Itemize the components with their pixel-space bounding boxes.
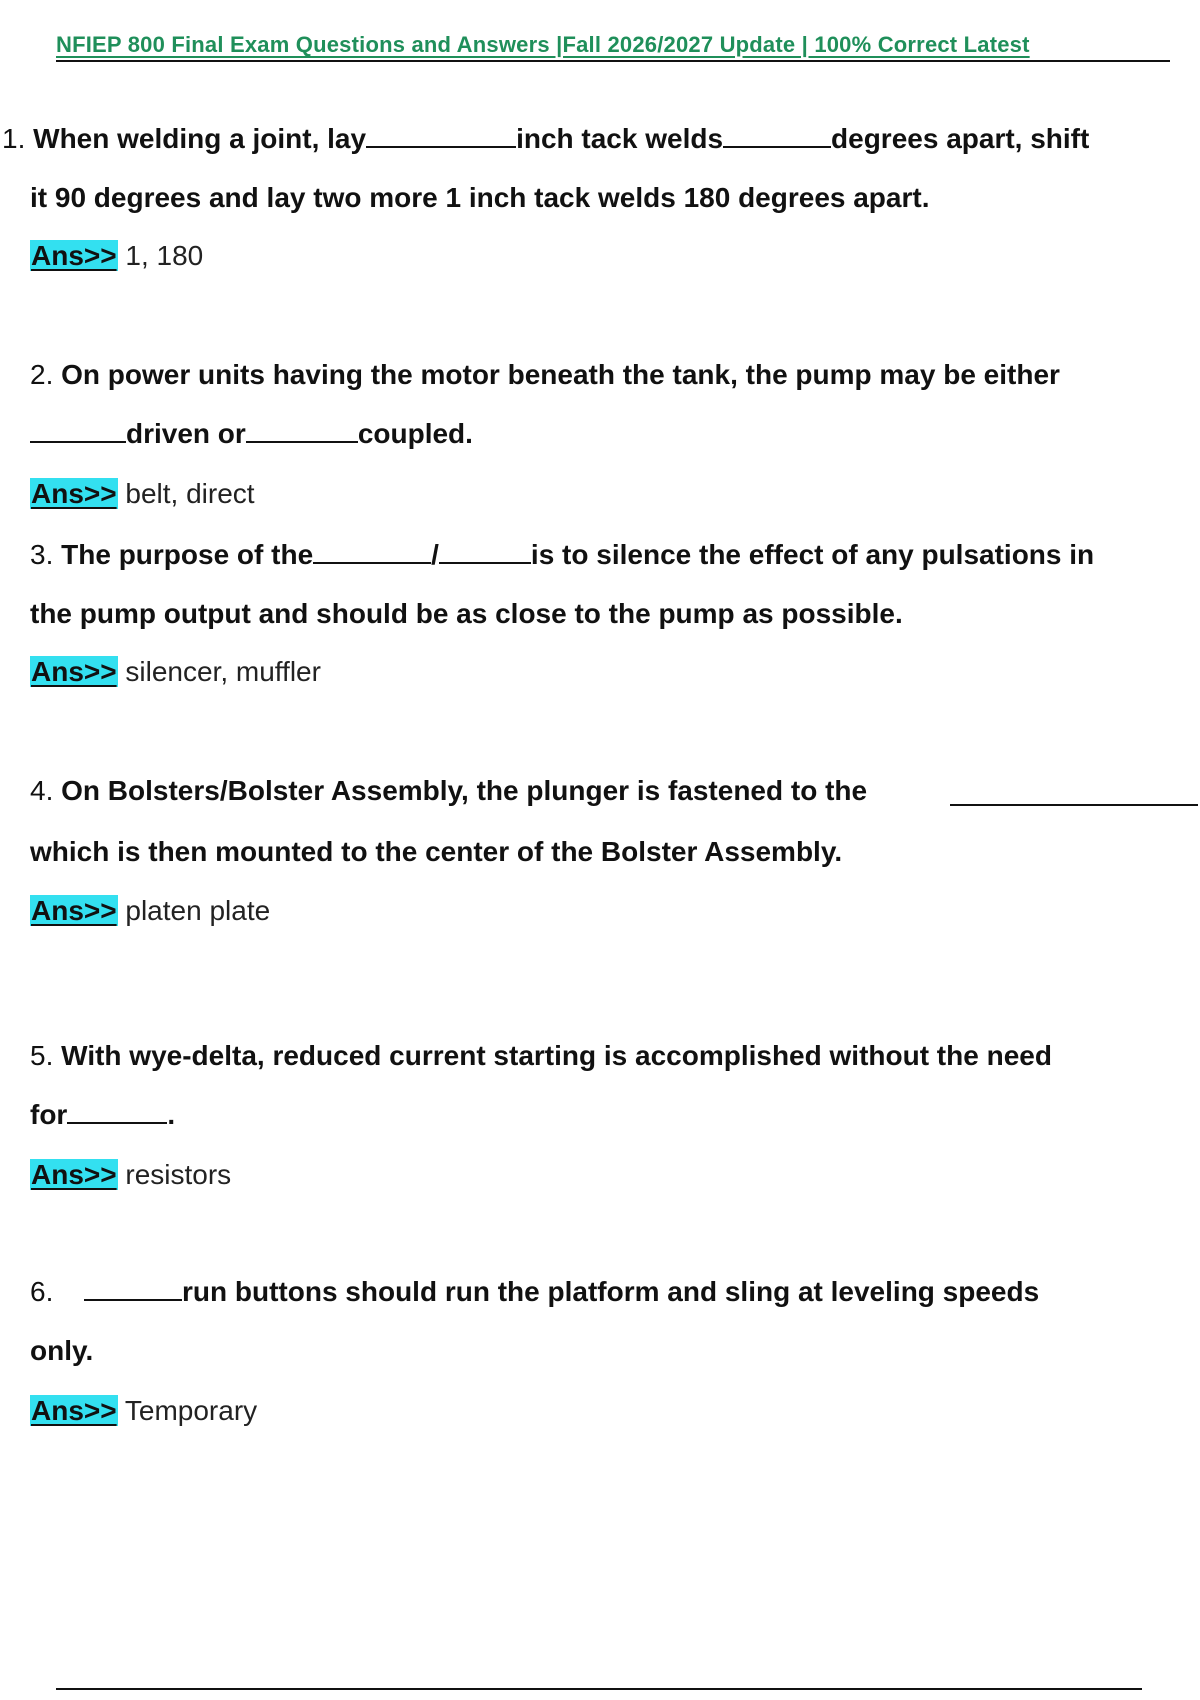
question-4-line-1 [30,774,867,808]
answer-blank [723,122,831,148]
answer-blank [84,1275,182,1301]
question-number: 5. [30,1040,54,1071]
question-1-line-1 [2,122,1089,156]
question-2-line-1 [30,358,1060,392]
answer-6 [30,1394,257,1428]
answer-text: 1, 180 [125,240,204,271]
question-number: 6. [30,1276,54,1307]
question-text: driven or [126,418,246,449]
answer-blank [313,538,431,564]
answer-blank [366,122,516,148]
question-text: On power units having the motor beneath the tank, the pump may be either [53,359,1060,390]
answer-label: Ans>> [31,1395,117,1426]
answer-label: Ans>> [31,656,117,687]
question-5-line-2 [30,1098,175,1132]
answer-5 [30,1158,231,1192]
question-6-line-1 [30,1275,1039,1309]
answer-label: Ans>> [31,240,117,271]
answer-blank [439,538,531,564]
answer-label: Ans>> [31,1159,117,1190]
answer-2 [30,477,255,511]
answer-1 [30,239,203,273]
question-4-line-2: which is then mounted to the center of the Bolster Assembly. [30,836,843,867]
answer-text: platen plate [125,895,271,926]
question-text: The purpose of the [53,539,314,570]
answer-label: Ans>> [31,895,117,926]
question-6-line-2: only. [30,1335,94,1366]
answer-label: Ans>> [31,478,117,509]
question-text: is to silence the effect of any pulsations in [530,539,1095,570]
answer-blank [30,417,126,443]
question-text: run buttons should run the platform and sling at leveling speeds [182,1276,1040,1307]
question-text: On Bolsters/Bolster Assembly, the plunger is fastened to the [53,775,868,806]
footer-rule [56,1688,1142,1690]
question-1-line-2: it 90 degrees and lay two more 1 inch tack welds 180 degrees apart. [30,182,930,213]
question-3-line-2: the pump output and should be as close to the pump as possible. [30,598,903,629]
question-text: coupled. [357,418,473,449]
question-text: . [167,1099,176,1130]
question-text: degrees apart, shift [831,123,1090,154]
question-text: With wye-delta, reduced current starting is accomplished without the need [53,1040,1052,1071]
answer-blank [246,417,358,443]
answer-3 [30,655,321,689]
question-2-line-2 [30,417,473,451]
question-text: / [431,539,439,570]
document-title: NFIEP 800 Final Exam Questions and Answers |Fall 2026/2027 Update | 100% Correct Latest [56,32,1030,57]
answer-text: Temporary [124,1395,258,1426]
answer-blank [67,1098,167,1124]
answer-text: resistors [125,1159,232,1190]
question-number: 2. [30,359,54,390]
answer-4 [30,894,270,928]
answer-text: silencer, muffler [125,656,321,687]
header-rule [56,60,1170,62]
answer-blank [950,780,1198,806]
question-5-line-1 [30,1039,1052,1073]
question-number: 1. [2,123,26,154]
question-number: 4. [30,775,54,806]
question-text: for [30,1099,68,1130]
question-number: 3. [30,539,54,570]
question-3-line-1 [30,538,1094,572]
question-text: When welding a joint, lay [25,123,367,154]
answer-text: belt, direct [125,478,255,509]
question-text: inch tack welds [516,123,724,154]
